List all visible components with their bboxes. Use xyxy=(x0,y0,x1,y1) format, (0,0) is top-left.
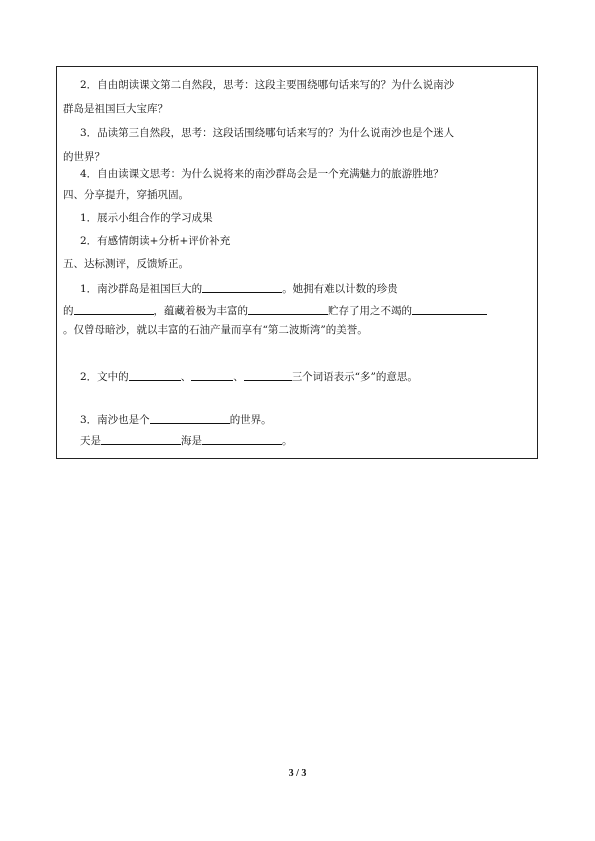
question-3-line-1: 3．品读第三自然段，思考：这段话围绕哪句话来写的？为什么说南沙也是个迷人 xyxy=(80,127,455,139)
answer-blank[interactable] xyxy=(129,370,181,381)
section-4-heading: 四、分享提升，穿插巩固。 xyxy=(63,189,189,201)
exercise-3-text-4: 海是 xyxy=(181,435,202,447)
exercise-3-line-1 xyxy=(80,413,272,426)
page-number: 3 / 3 xyxy=(288,768,307,779)
exercise-2-line xyxy=(80,370,418,383)
exercise-1-text-4: ，蕴藏着极为丰富的 xyxy=(153,305,248,317)
exercise-2-separator: 、 xyxy=(233,371,244,383)
answer-blank[interactable] xyxy=(74,304,154,315)
exercise-1-line-1 xyxy=(80,282,398,295)
section-4-item-2: 2．有感情朗读+分析+评价补充 xyxy=(80,235,231,247)
section-5-heading: 五、达标测评，反馈矫正。 xyxy=(63,258,189,270)
exercise-3-text-1: 3．南沙也是个 xyxy=(80,414,150,426)
exercise-1-text-3: 的 xyxy=(63,305,74,317)
exercise-3-line-2 xyxy=(80,434,293,447)
answer-blank[interactable] xyxy=(101,434,181,445)
exercise-2-text-1: 2．文中的 xyxy=(80,371,129,383)
answer-blank[interactable] xyxy=(191,370,233,381)
question-2-line-1: 2．自由朗读课文第二自然段，思考：这段主要围绕哪句话来写的？为什么说南沙 xyxy=(80,79,455,91)
question-4-line: 4．自由读课文思考：为什么说将来的南沙群岛会是一个充满魅力的旅游胜地？ xyxy=(80,168,444,180)
exercise-2-separator: 、 xyxy=(180,371,192,383)
section-4-item-1: 1．展示小组合作的学习成果 xyxy=(80,212,213,224)
exercise-3-text-2: 的世界。 xyxy=(229,414,272,426)
exercise-3-text-5: 。 xyxy=(282,435,293,447)
exercise-1-text-5: 贮存了用之不竭的 xyxy=(328,305,412,317)
exercise-1-text-1: 1．南沙群岛是祖国巨大的 xyxy=(80,283,203,295)
answer-blank[interactable] xyxy=(150,413,230,424)
exercise-1-text-2: 。她拥有难以计数的珍贵 xyxy=(282,283,398,295)
exercise-1-line-3: 。仅曾母暗沙，就以丰富的石油产量而享有“第二波斯湾”的美誉。 xyxy=(63,324,368,336)
answer-blank[interactable] xyxy=(412,304,487,315)
question-2-line-2: 群岛是祖国巨大宝库？ xyxy=(63,103,168,115)
exercise-3-text-3: 天是 xyxy=(80,435,101,447)
exercise-1-line-2 xyxy=(63,304,487,317)
answer-blank[interactable] xyxy=(202,282,282,293)
answer-blank[interactable] xyxy=(202,434,282,445)
exercise-2-text-2: 三个词语表示“多”的意思。 xyxy=(291,371,418,383)
answer-blank[interactable] xyxy=(248,304,328,315)
question-3-line-2: 的世界？ xyxy=(63,151,105,163)
answer-blank[interactable] xyxy=(244,370,292,381)
